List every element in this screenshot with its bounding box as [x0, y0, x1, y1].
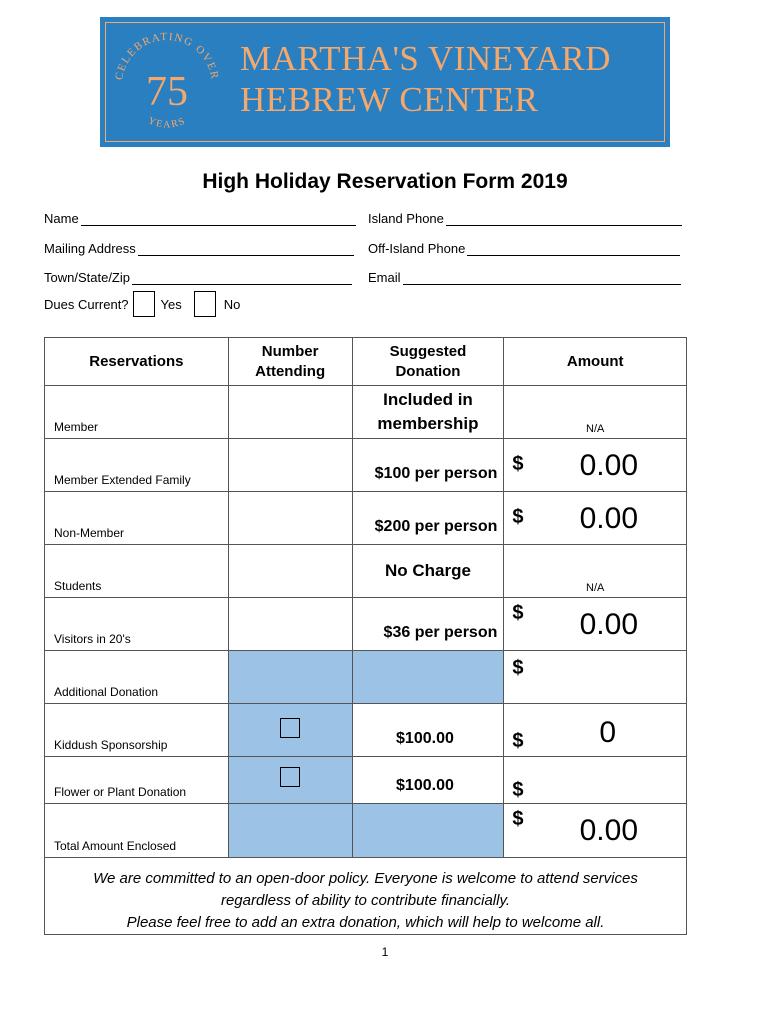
amount-cell — [504, 386, 687, 439]
policy-line2: regardless of ability to contribute financially. — [220, 892, 511, 909]
kiddush-checkbox[interactable] — [280, 718, 300, 738]
anniversary-seal-logo — [108, 23, 226, 141]
amount-cell[interactable] — [504, 598, 687, 651]
flower-checkbox[interactable] — [280, 767, 300, 787]
amount-note: N/A — [586, 423, 605, 435]
policy-line3: Please feel free to add an extra donation, which will help to welcome all. — [126, 914, 605, 931]
amount-value: 0.00 — [579, 814, 638, 847]
off-island-phone-input-line[interactable] — [467, 243, 680, 256]
reservation-table — [44, 337, 687, 858]
amount-cell — [504, 545, 687, 598]
header-number-attending-line1: Number — [261, 342, 319, 360]
header-suggested-donation — [352, 338, 504, 386]
island-phone-field[interactable] — [368, 211, 682, 226]
org-name-line1: MARTHA'S VINEYARD — [240, 39, 611, 78]
row-label: Total Amount Enclosed — [45, 804, 229, 858]
suggested-donation-cell: $100.00 — [352, 757, 504, 804]
row-label: Member — [45, 386, 229, 439]
town-state-zip-label: Town/State/Zip — [44, 270, 130, 285]
suggested-donation-cell-shaded — [352, 804, 504, 858]
island-phone-input-line[interactable] — [446, 213, 682, 226]
table-header-row — [45, 338, 687, 386]
suggested-donation-cell: $36 per person — [352, 598, 504, 651]
svg-text:YEARS — [146, 115, 187, 130]
suggested-donation-cell: $200 per person — [352, 492, 504, 545]
header-number-attending-line2: Attending — [255, 362, 326, 380]
mailing-address-input-line[interactable] — [138, 243, 354, 256]
suggested-donation-cell: $100.00 — [352, 704, 504, 757]
header-banner — [100, 17, 670, 147]
seal-top-text: CELEBRATING OVER — [113, 30, 221, 82]
dues-no-label: No — [223, 296, 241, 312]
table-row-member — [45, 386, 687, 439]
suggested-donation-cell — [352, 386, 504, 439]
table-row-students — [45, 545, 687, 598]
row-label: Kiddush Sponsorship — [45, 704, 229, 757]
dues-yes-checkbox[interactable] — [133, 291, 155, 317]
number-attending-cell[interactable] — [228, 545, 352, 598]
page-number: 1 — [381, 945, 389, 959]
currency-symbol: $ — [512, 602, 524, 624]
table-row-total-amount — [45, 804, 687, 858]
name-field[interactable] — [44, 211, 356, 226]
row-label: Students — [45, 545, 229, 598]
currency-symbol: $ — [512, 730, 524, 752]
off-island-phone-field[interactable] — [368, 241, 680, 256]
suggested-donation-cell: No Charge — [352, 545, 504, 598]
off-island-phone-label: Off-Island Phone — [368, 241, 466, 256]
table-row-additional-donation — [45, 651, 687, 704]
amount-cell[interactable] — [504, 757, 687, 804]
amount-value: 0.00 — [579, 449, 638, 482]
amount-cell[interactable] — [504, 704, 687, 757]
currency-symbol: $ — [512, 453, 524, 475]
header-reservations: Reservations — [45, 338, 229, 386]
dues-current-label: Dues Current? — [44, 296, 129, 312]
seal-bottom-text: YEARS — [146, 115, 188, 131]
table-row-non-member — [45, 492, 687, 545]
mailing-address-field[interactable] — [44, 241, 354, 256]
email-field[interactable] — [368, 270, 681, 285]
amount-cell[interactable] — [504, 651, 687, 704]
island-phone-label: Island Phone — [368, 211, 444, 226]
suggested-line1: Included in — [383, 390, 473, 409]
amount-value: 0.00 — [579, 502, 638, 535]
row-label: Member Extended Family — [45, 439, 229, 492]
header-suggested-line1: Suggested — [389, 342, 467, 360]
email-label: Email — [368, 270, 401, 285]
number-attending-cell[interactable] — [228, 386, 352, 439]
mailing-address-label: Mailing Address — [44, 241, 136, 256]
table-row-kiddush-sponsorship — [45, 704, 687, 757]
table-row-member-extended-family — [45, 439, 687, 492]
currency-symbol: $ — [512, 657, 524, 679]
suggested-donation-cell: $100 per person — [352, 439, 504, 492]
dues-yes-label: Yes — [160, 296, 182, 312]
seal-number: 75 — [146, 69, 188, 115]
row-label: Visitors in 20's — [45, 598, 229, 651]
currency-symbol: $ — [512, 506, 524, 528]
email-input-line[interactable] — [403, 272, 681, 285]
policy-line1: We are committed to an open-door policy. Everyone is welcome to attend services — [93, 870, 638, 887]
suggested-donation-cell-shaded — [352, 651, 504, 704]
org-name-line2: HEBREW CENTER — [240, 80, 539, 119]
flower-checkbox-cell — [228, 757, 352, 804]
table-row-flower-plant-donation — [45, 757, 687, 804]
amount-note: N/A — [586, 582, 605, 594]
table-row-visitors-in-20s — [45, 598, 687, 651]
amount-cell[interactable] — [504, 492, 687, 545]
amount-cell[interactable] — [504, 804, 687, 858]
amount-value: 0 — [599, 716, 616, 749]
town-state-zip-input-line[interactable] — [132, 272, 352, 285]
row-label: Additional Donation — [45, 651, 229, 704]
name-label: Name — [44, 211, 79, 226]
open-door-policy-note — [44, 855, 687, 935]
number-attending-cell[interactable] — [228, 492, 352, 545]
kiddush-checkbox-cell — [228, 704, 352, 757]
row-label: Non-Member — [45, 492, 229, 545]
number-attending-cell-shaded — [228, 804, 352, 858]
amount-cell[interactable] — [504, 439, 687, 492]
dues-current-row — [44, 291, 244, 317]
currency-symbol: $ — [512, 808, 524, 830]
number-attending-cell-shaded — [228, 651, 352, 704]
header-number-attending — [228, 338, 352, 386]
currency-symbol: $ — [512, 779, 524, 801]
header-suggested-line2: Donation — [395, 362, 461, 380]
row-label: Flower or Plant Donation — [45, 757, 229, 804]
amount-value: 0.00 — [579, 608, 638, 641]
form-title: High Holiday Reservation Form 2019 — [202, 170, 568, 193]
suggested-line2: membership — [377, 414, 479, 433]
name-input-line[interactable] — [81, 213, 356, 226]
number-attending-cell[interactable] — [228, 439, 352, 492]
dues-no-checkbox[interactable] — [194, 291, 216, 317]
header-amount: Amount — [504, 338, 687, 386]
town-state-zip-field[interactable] — [44, 270, 352, 285]
number-attending-cell[interactable] — [228, 598, 352, 651]
